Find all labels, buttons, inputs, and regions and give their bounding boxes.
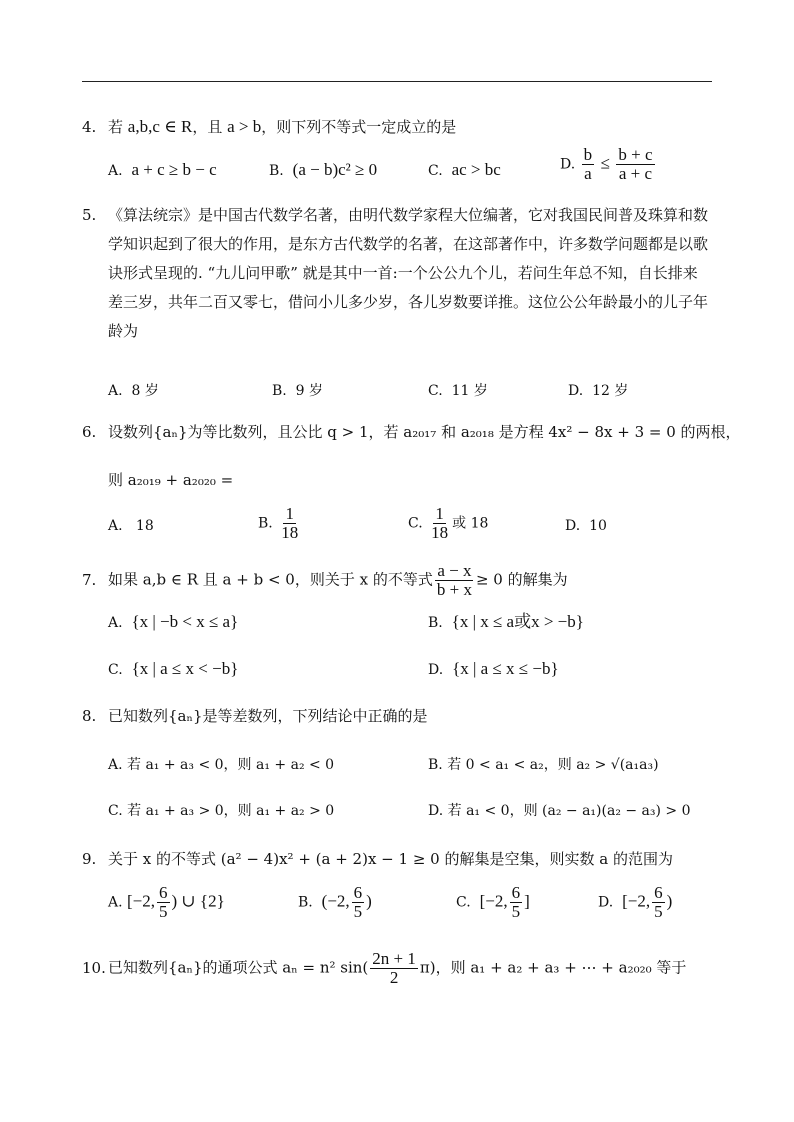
q9-option-b: B. (−2, $\frac{6}{5}$ ) bbox=[298, 883, 372, 921]
q8-option-a: A. 若 a₁ + a₃ < 0，则 a₁ + a₂ < 0 bbox=[108, 757, 335, 773]
q9-option-d: D. [−2, $\frac{6}{5}$ ) bbox=[598, 883, 673, 921]
q7-option-a: A. {x | −b < x ≤ a} bbox=[108, 612, 239, 631]
question-6-stem: 6. 设数列{aₙ}为等比数列，且公比 q > 1，若 a₂₀₁₇ 和 a₂₀₁₈ 是方程 4x² − 8x + 3 = 0 的两根， bbox=[82, 423, 741, 441]
header-rule bbox=[82, 81, 712, 82]
q5-option-d: D. 12 岁 bbox=[568, 383, 629, 399]
q4-option-a: A. a + c ≥ b − c bbox=[108, 160, 217, 179]
q4-option-d: D. $\frac{b}{a}$ ≤ $\frac{b + c}{a + c}$ bbox=[560, 145, 653, 183]
q6-option-b: B. $\frac{1}{18}$ bbox=[258, 504, 299, 542]
q5-option-b: B. 9 岁 bbox=[272, 383, 324, 399]
q4-option-b: B. (a − b)c² ≥ 0 bbox=[269, 160, 378, 179]
question-4-stem: 4. 若 a,b,c ∈ R，且 a > b，则下列不等式一定成立的是 bbox=[82, 117, 457, 136]
q7-option-b: B. {x | x ≤ a或x > −b} bbox=[428, 612, 584, 631]
q8-option-b: B. 若 0 < a₁ < a₂，则 a₂ > √(a₁a₃) bbox=[428, 757, 659, 773]
q5-option-c: C. 11 岁 bbox=[428, 383, 488, 399]
q7-option-c: C. {x | a ≤ x < −b} bbox=[108, 659, 239, 678]
q7-option-d: D. {x | a ≤ x ≤ −b} bbox=[428, 659, 559, 678]
question-6-stem-line2: 则 a₂₀₁₉ + a₂₀₂₀ = bbox=[108, 471, 234, 489]
q5-option-a: A. 8 岁 bbox=[108, 383, 159, 399]
q6-option-d: D. 10 bbox=[565, 518, 607, 534]
q9-option-a: A. [−2, $\frac{6}{5}$ ) ∪ {2} bbox=[108, 883, 225, 921]
question-8-stem: 8. 已知数列{aₙ}是等差数列，下列结论中正确的是 bbox=[82, 707, 428, 725]
q8-option-c: C. 若 a₁ + a₃ > 0，则 a₁ + a₂ > 0 bbox=[108, 803, 335, 819]
question-5-stem: 5. 《算法统宗》是中国古代数学名著，由明代数学家程大位编著，它对我国民间普及珠算和数学知识起到了很大的作用，是东方古代数学的名著，在这部著作中，许多数学问题都是以歌诀形式呈现的. “九儿问甲歌” 就是其中一首:一个公公九个儿，若问生年总不知，自长排来差三岁，共年二百又零七，借问小儿多少岁，各儿岁数要详推。这位公公年龄最小的儿子年龄为 bbox=[82, 206, 709, 340]
q8-option-d: D. 若 a₁ < 0，则 (a₂ − a₁)(a₂ − a₃) > 0 bbox=[428, 803, 691, 819]
question-7-stem: 7. 如果 a,b ∈ R 且 a + b < 0，则关于 x 的不等式 $\frac{a - x}{b + x}$ ≥ 0 的解集为 bbox=[82, 561, 568, 599]
q9-option-c: C. [−2, $\frac{6}{5}$ ] bbox=[456, 883, 530, 921]
q4-option-c: C. ac > bc bbox=[428, 160, 501, 179]
q6-option-c: C. $\frac{1}{18}$ 或 18 bbox=[408, 504, 489, 542]
question-10-stem: 10. 已知数列{aₙ}的通项公式 aₙ = n² sin( $\frac{2n + 1}{2}$ π)，则 a₁ + a₂ + a₃ + ⋯ + a₂₀₂₀ 等于 bbox=[82, 949, 687, 987]
q6-option-a: A. 18 bbox=[108, 518, 154, 534]
question-9-stem: 9. 关于 x 的不等式 (a² − 4)x² + (a + 2)x − 1 ≥ 0 的解集是空集，则实数 a 的范围为 bbox=[82, 850, 673, 868]
